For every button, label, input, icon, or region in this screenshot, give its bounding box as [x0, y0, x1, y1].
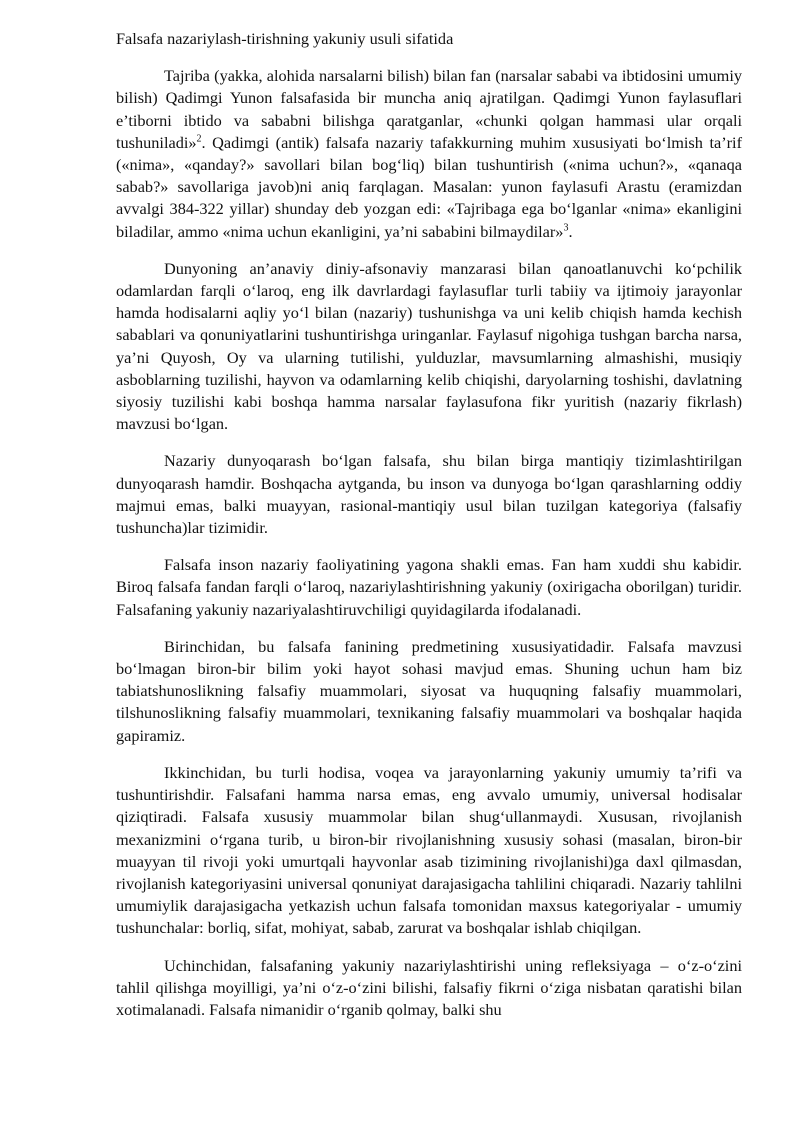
paragraph-text: Ikkinchidan, bu turli hodisa, voqea va jarayonlarning yakuniy umumiy ta’rifi va tushuntirishdir. Falsafani hamma narsa emas, eng avvalo umumiy, universal hodisalar qiziqtiradi. Falsafa xususiy muammolar bilan shug‘ullanmaydi. Xususan, rivojlanish mexanizmini o‘rgana turib, u biron-bir rivojlanishning xususiy sohasi (masalan, biron-bir muayyan til rivoji yoki umurtqali hayvonlar asab tizimining rivojlanishi)ga daxl qilmasdan, rivojlanish kategoriyasini universal qonuniyat darajasigacha tahlilini chiqaradi. Nazariy tahlilni umumiylik darajasigacha yetkazish uchun falsafa tomonidan maxsus kategoriyalar - umumiy tushunchalar: borliq, sifat, mohiyat, sabab, zarurat va boshqalar ishlab chiqilgan. [116, 762, 742, 938]
paragraph-2 [116, 258, 742, 436]
document-body [116, 65, 742, 1021]
paragraph-text: Nazariy dunyoqarash bo‘lgan falsafa, shu bilan birga mantiqiy tizimlashtirilgan dunyoqarash hamdir. Boshqacha aytganda, bu inson va dunyoga bo‘lgan qarashlarning oddiy majmui emas, balki muayyan, rasional-mantiqiy usul bilan tuzilgan kategoriya (falsafiy tushuncha)lar tizimidir. [116, 451, 742, 538]
paragraph-1 [116, 65, 742, 243]
footnote-reference[interactable]: 3 [563, 222, 569, 234]
footnote-reference[interactable]: 2 [196, 133, 202, 145]
paragraph-text: Tajriba (yakka, alohida narsalarni bilish) bilan fan (narsalar sababi va ibtidosini umumiy bilish) Qadimgi Yunon falsafasida bir muncha aniq ajratilgan. Qadimgi Yunon faylasuflari e’tiborni ibtido va sababni bilishga qaratganlar, «chunki qolgan hammasi ular orqali tushuniladi» [116, 66, 742, 152]
paragraph-text: Falsafa inson nazariy faoliyatining yagona shakli emas. Fan ham xuddi shu kabidir. Biroq falsafa fandan farqli o‘laroq, nazariylashtirishning yakuniy (oxirigacha oborilgan) turidir. Falsafaning yakuniy nazariyalashtiruvchiligi quyidagilarda ifodalanadi. [116, 555, 742, 619]
paragraph-4 [116, 554, 742, 621]
paragraph-text: Birinchidan, bu falsafa fanining predmetining xususiyatidadir. Falsafa mavzusi bo‘lmagan biron-bir bilim yoki hayot sohasi mavjud emas. Shuning uchun ham biz tabiatshunoslikning falsafiy muammolari, siyosat va huquqning falsafiy muammolari, tilshunoslikning falsafiy muammolari, texnikaning falsafiy muammolari va boshqalar haqida gapiramiz. [116, 636, 742, 745]
paragraph-3 [116, 450, 742, 539]
paragraph-text: . [568, 221, 573, 241]
paragraph-7 [116, 955, 742, 1022]
document-title: Falsafa nazariylash-tirishning yakuniy usuli sifatida [116, 29, 454, 48]
paragraph-text: Uchinchidan, falsafaning yakuniy nazariylashtirishi uning refleksiyaga – o‘z-o‘zini tahlil qilishga moyilligi, ya’ni o‘z-o‘zini bilishi, falsafiy fikrni o‘ziga nisbatan qaratishi bilan xotimalanadi. Falsafa nimanidir o‘rganib qolmay, balki shu [116, 955, 742, 1019]
paragraph-text: Dunyoning an’anaviy diniy-afsonaviy manzarasi bilan qanoatlanuvchi ko‘pchilik odamlardan farqli o‘laroq, eng ilk davrlardagi faylasuflar turli tabiiy va ijtimoiy jarayonlar hamda hodisalarni aqliy yo‘l bilan (nazariy) tushunishga va uni kelib chiqish hamda kechish sabablari va qonuniyatlarini tushuntirishga uringanlar. Faylasuf nigohiga tushgan barcha narsa, ya’ni Quyosh, Oy va ularning tutilishi, yulduzlar, mavsumlarning almashishi, musiqiy asboblarning tuzilishi, hayvon va odamlarning kelib chiqishi, daryolarning toshishi, davlatning siyosiy tuzilishi kabi boshqa hamma narsalar faylasufona fikr yuritish (nazariy fikrlash) mavzusi bo‘lgan. [116, 258, 742, 434]
paragraph-5 [116, 636, 742, 747]
paragraph-6 [116, 762, 742, 940]
paragraph-text: . Qadimgi (antik) falsafa nazariy tafakkurning muhim xususiyati bo‘lmish ta’rif («nima», «qanday?» savollari bilan bog‘liq) bilan tushuntirish («nima uchun?», «qanaqa sabab?» savollariga javob)ni aniq farqlagan. Masalan: yunon faylasufi Arastu (eramizdan avvalgi 384-322 yillar) shunday deb yozgan edi: «Tajribaga ega bo‘lganlar «nima» ekanligini biladilar, ammo «nima uchun ekanligini, ya’ni sababini bilmaydilar» [116, 132, 742, 241]
